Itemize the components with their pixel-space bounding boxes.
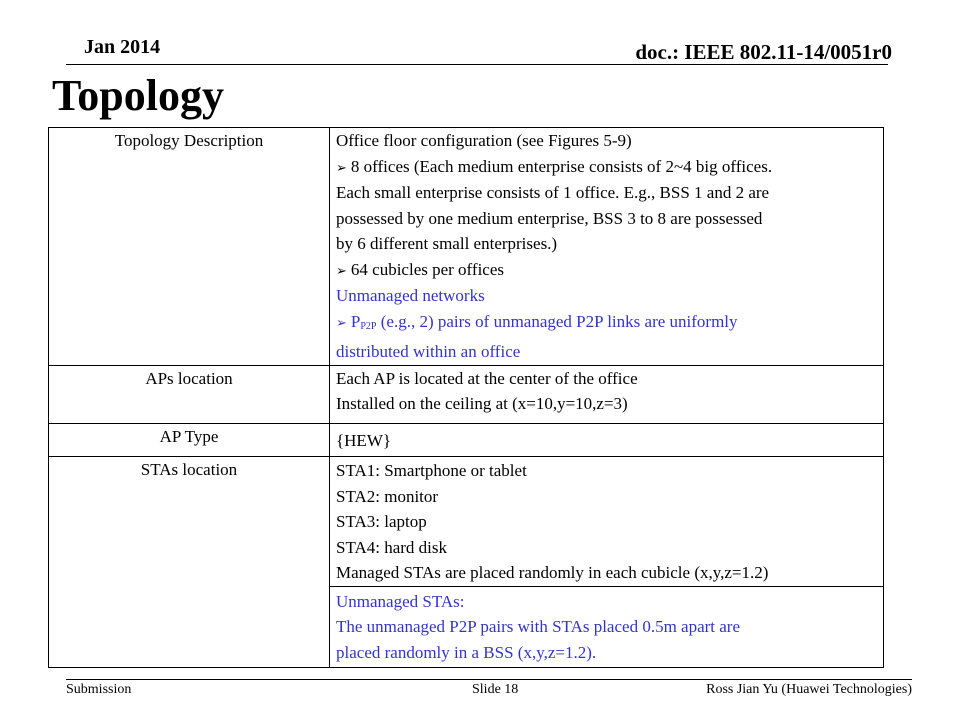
value-line: STA4: hard disk	[336, 537, 448, 557]
topology-table	[48, 127, 884, 668]
row-label: Topology Description	[49, 128, 330, 366]
header-date: Jan 2014	[84, 36, 161, 58]
value-line: STA1: Smartphone or tablet	[336, 461, 527, 480]
value-line: {HEW}	[336, 430, 392, 450]
row-value	[330, 128, 884, 366]
value-line: STA2: monitor	[336, 486, 439, 506]
row-value	[330, 365, 884, 423]
value-line: Each small enterprise consists of 1 office. E.g., BSS 1 and 2 are	[336, 183, 770, 202]
footer-author: Ross Jian Yu (Huawei Technologies)	[706, 682, 912, 697]
value-line: Unmanaged STAs:	[336, 591, 465, 611]
value-line: Managed STAs are placed randomly in each cubicle (x,y,z=1.2)	[336, 563, 769, 582]
value-line: Installed on the ceiling at (x=10,y=10,z=3)	[336, 394, 628, 413]
table-row-topology-description	[49, 128, 884, 366]
row-value	[330, 586, 884, 668]
value-line: Each AP is located at the center of the office	[336, 368, 638, 388]
value-line: (e.g., 2) pairs of unmanaged P2P links are uniformly	[380, 311, 738, 331]
table-row-aps-location	[49, 365, 884, 423]
row-value	[330, 423, 884, 457]
table-row-ap-type	[49, 423, 884, 457]
table-row-stas-location	[49, 457, 884, 587]
footer-divider	[66, 679, 912, 680]
value-line: STA3: laptop	[336, 512, 427, 531]
header-divider	[66, 64, 888, 65]
row-label: STAs location	[49, 457, 330, 668]
bullet-item	[336, 309, 877, 340]
value-line: 8 offices (Each medium enterprise consists of 2~4 big offices.	[350, 156, 773, 176]
footer-submission: Submission	[66, 682, 132, 697]
slide-title: Topology	[52, 71, 225, 120]
p-symbol: P	[350, 311, 361, 331]
row-label: APs location	[49, 365, 330, 423]
value-line: possessed by one medium enterprise, BSS 3 to 8 are possessed	[336, 208, 763, 228]
footer-slide-number: Slide 18	[472, 682, 519, 697]
row-label: AP Type	[49, 423, 330, 457]
row-value	[330, 457, 884, 587]
value-line: distributed within an office	[336, 342, 521, 361]
value-line: 64 cubicles per offices	[350, 259, 505, 279]
bullet-item	[336, 154, 877, 181]
arrow-bullet-icon: ➢	[336, 314, 347, 330]
header-doc-id: doc.: IEEE 802.11-14/0051r0	[635, 40, 892, 64]
value-line: Office floor configuration (see Figures 5-9)	[336, 131, 632, 150]
p-subscript: P2P	[360, 320, 377, 332]
value-line: by 6 different small enterprises.)	[336, 234, 558, 253]
arrow-bullet-icon: ➢	[336, 262, 347, 278]
value-line: Unmanaged networks	[336, 286, 485, 305]
bullet-item	[336, 257, 877, 284]
value-line: The unmanaged P2P pairs with STAs placed 0.5m apart are	[336, 617, 741, 636]
value-line: placed randomly in a BSS (x,y,z=1.2).	[336, 642, 597, 662]
arrow-bullet-icon: ➢	[336, 159, 347, 175]
